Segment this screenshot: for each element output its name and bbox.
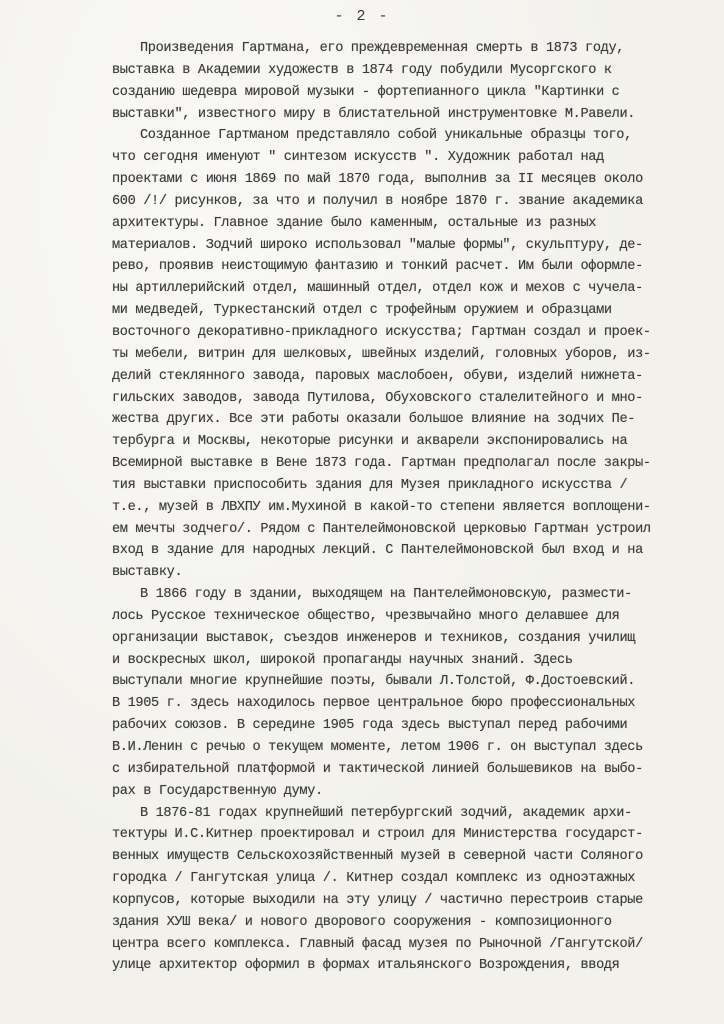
text-line: Всемирной выставке в Вене 1873 года. Гартман предполагал после закры- [112,456,651,472]
text-line: рах в Государственную думу. [112,783,323,799]
text-line: 600 /!/ рисунков, за что и получил в ноябре 1870 г. звание академика [112,193,643,209]
text-line: В 1866 году в здании, выходящем на Пантелеймоновскую, размести- [140,587,632,603]
text-line: венных имуществ Сельскохозяйственный музей в северной части Соляного [112,849,643,865]
text-line: с избирательной платформой и тактической линией большевиков на выбо- [112,761,643,777]
text-line: здания ХУШ века/ и нового дворового сооружения - композиционного [112,914,612,930]
text-line: тектуры И.С.Китнер проектировал и строил для Министерства государст- [112,827,643,843]
text-line: ны артиллерийский отдел, машинный отдел, отдел кож и мехов с чучела- [112,281,643,297]
text-line: выступали многие крупнейшие поэты, бывали Л.Толстой, Ф.Достоевский. [112,674,636,690]
text-line: гильских заводов, завода Путилова, Обуховского сталелитейного и мно- [112,390,643,406]
text-line: городка / Гангутская улица /. Китнер создал комплекс из одноэтажных [112,871,636,887]
text-line: тия выставки приспособить здания для Музея прикладного искусства / [112,477,628,493]
text-line: рабочих союзов. В середине 1905 года здесь выступал перед рабочими [112,718,628,734]
document-body [112,38,712,977]
text-line: жества других. Все эти работы оказали большое влияние на зодчих Пе- [112,412,636,428]
text-line: материалов. Зодчий широко использовал "малые формы", скульптуру, де- [112,237,643,253]
text-line: рево, проявив неистощимую фантазию и тонкий расчет. Им были оформле- [112,259,643,275]
text-line: архитектуры. Главное здание было каменным, остальные из разных [112,215,597,231]
text-line: делий стеклянного завода, паровых маслобоен, обуви, изделий нижнета- [112,368,643,384]
text-line: лось Русское техническое общество, чрезвычайно много делавшее для [112,608,620,624]
text-line: выставку. [112,565,183,581]
text-line: корпусов, которые выходили на эту улицу / частично перестроив старые [112,892,643,908]
text-line: центра всего комплекса. Главный фасад музея по Рыночной /Гангутской/ [112,936,643,952]
text-line: проектами с июня 1869 по май 1870 года, выполнив за II месяцев около [112,172,643,188]
text-line: ты мебели, витрин для шелковых, швейных изделий, головных уборов, из- [112,346,651,362]
text-line: тербурга и Москвы, некоторые рисунки и акварели экспонировались на [112,434,628,450]
text-line: созданию шедевра мировой музыки - фортепианного цикла "Картинки с [112,84,620,100]
text-line: организации выставок, съездов инженеров и техников, создания училищ [112,630,636,646]
text-line: Созданное Гартманом представляло собой уникальные образцы того, [140,128,632,144]
text-line: ми медведей, Туркестанский отдел с трофейным оружием и образцами [112,303,612,319]
text-line: восточного декоративно-прикладного искусства; Гартман создал и проек- [112,324,651,340]
text-line: и воскресных школ, широкой пропаганды научных знаний. Здесь [112,652,573,668]
text-line: В 1876-81 годах крупнейший петербургский зодчий, академик архи- [140,805,632,821]
text-line: В.И.Ленин с речью о текущем моменте, летом 1906 г. он выступал здесь [112,740,643,755]
text-line: вход в здание для народных лекций. С Пантелеймоновской был вход и на [112,543,643,559]
text-line: Произведения Гартмана, его преждевременная смерть в 1873 году, [140,41,625,56]
text-line: ем мечты зодчего/. Рядом с Пантелеймоновской церковью Гартман устроил [112,521,651,537]
text-line: В 1905 г. здесь находилось первое центральное бюро профессиональных [112,696,636,712]
text-line: т.е., музей в ЛВХПУ им.Мухиной в какой-то степени является воплощени- [112,499,651,515]
text-line: выставка в Академии художеств в 1874 году побудили Мусоргского к [112,62,612,78]
text-line: выставки", известного миру в блистательной инструментовке М.Равели. [112,106,636,122]
text-line: что сегодня именуют " синтезом искусств ". Художник работал над [112,150,604,166]
text-line: улице архитектор оформил в формах итальянского Возрождения, вводя [112,958,620,974]
page-number: - 2 - [334,8,390,25]
